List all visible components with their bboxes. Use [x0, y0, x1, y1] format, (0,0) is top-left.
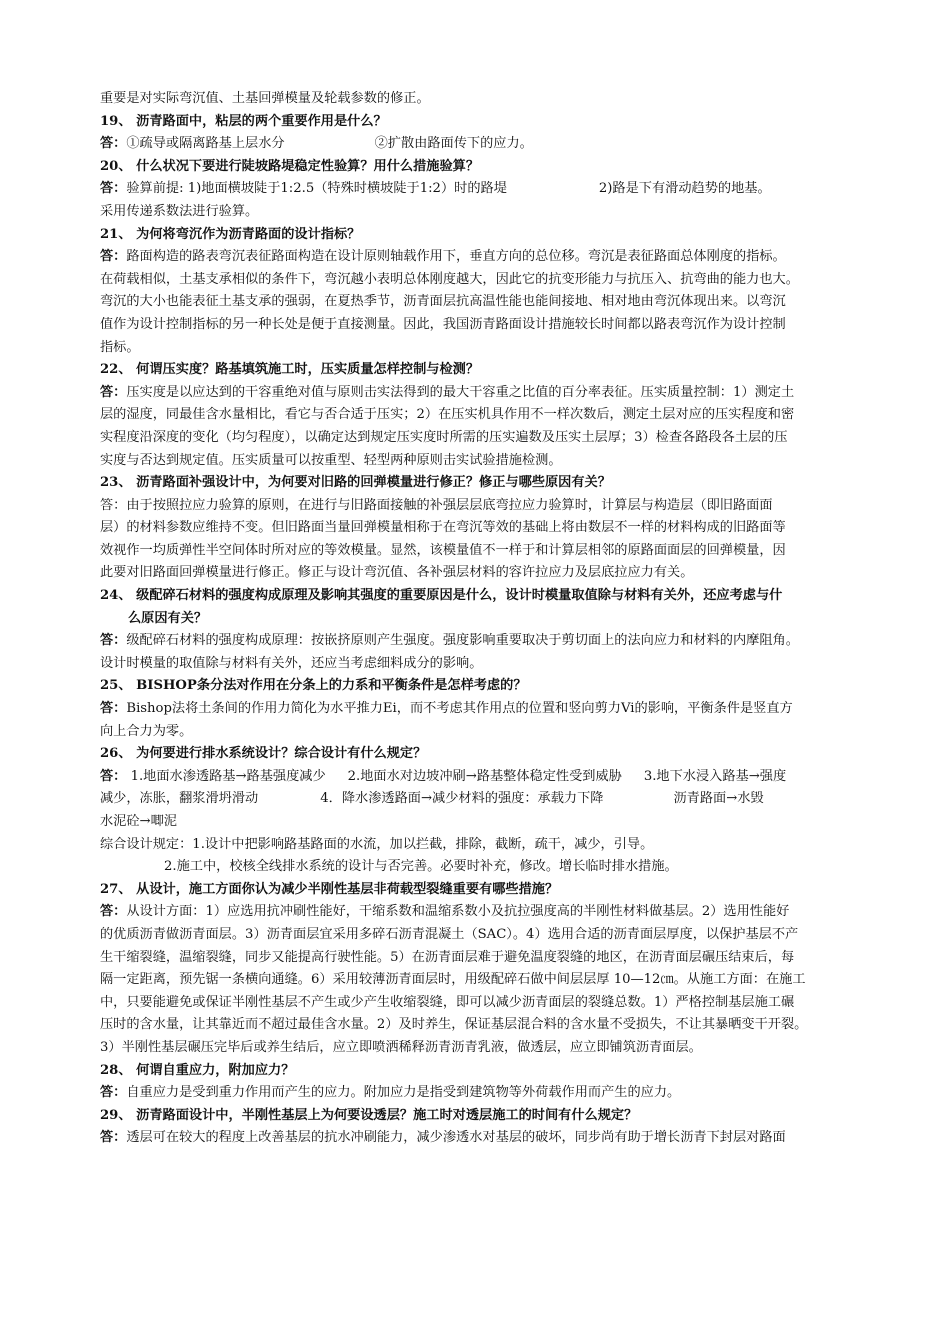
text-line: [100, 1082, 870, 1105]
answer-label: 答：: [100, 633, 127, 649]
question-heading: [100, 472, 870, 495]
text-segment: 中，只要能避免或保证半刚性基层不产生或少产生收缩裂缝，即可以减少沥青面层的裂缝总数。1）严格控制基层施工碾: [100, 994, 795, 1010]
text-line: [100, 1014, 870, 1037]
text-segment: 生干缩裂缝，温缩裂缝，同步又能提高行驶性能。5）在沥青面层难于避免温度裂缝的地区，在沥青面层碾压结束后，每: [100, 949, 795, 965]
text-line: [100, 517, 870, 540]
question-heading: [100, 1105, 870, 1128]
question-text: 25、 BISHOP条分法对作用在分条上的力系和平衡条件是怎样考虑的？: [100, 678, 527, 694]
question-text: 24、 级配碎石材料的强度构成原理及影响其强度的重要原因是什么，设计时模量取值除与材料有关外，还应考虑与什: [100, 588, 783, 604]
answer-label: 答：: [100, 904, 127, 920]
question-text: 29、 沥青路面设计中，半刚性基层上为何要设透层？施工时对透层施工的时间有什么规定？: [100, 1107, 638, 1123]
text-line: [100, 788, 870, 811]
text-segment: 隔一定距离，预先锯一条横向通缝。6）采用较薄沥青面层时，用级配碎石做中间层层厚 10—12㎝。从施工方面：在施工: [100, 972, 806, 988]
text-segment: 效视作一均质弹性半空间体时所对应的等效模量。显然，该模量值不一样于和计算层相邻的原路面面层的回弹模量，因: [100, 542, 786, 558]
text-line: [100, 133, 870, 156]
answer-label: 答：: [100, 768, 127, 784]
text-segment: 向上合力为零。: [100, 723, 193, 739]
answer-label: 答：: [100, 1085, 127, 1101]
text-line: [100, 766, 870, 789]
text-segment: 实程度沿深度的变化（均匀程度），以确定达到规定压实度时所需的压实遍数及压实土层厚；3）检查各路段各土层的压: [100, 429, 788, 445]
text-segment: 3.地下水浸入路基→强度: [643, 768, 787, 784]
text-line: [100, 404, 870, 427]
text-segment: 在荷载相似，土基支承相似的条件下，弯沉越小表明总体刚度越大，因此它的抗变形能力与抗压入、抗弯曲的能力也大。: [100, 271, 799, 287]
text-segment: 值作为设计控制指标的另一种长处是便于直接测量。因此，我国沥青路面设计措施较长时间都以路表弯沉作为设计控制: [100, 316, 786, 332]
text-segment: 4．降水渗透路面→减少材料的强度：承载力下降: [320, 791, 604, 807]
text-segment: 2.地面水对边坡冲刷→路基整体稳定性受到威胁: [347, 768, 622, 784]
text-line: [100, 901, 870, 924]
text-line: [100, 630, 870, 653]
question-text: 21、 为何将弯沉作为沥青路面的设计指标？: [100, 226, 361, 242]
text-line: [100, 88, 870, 111]
text-segment: 透层可在较大的程度上改善基层的抗水冲刷能力，减少渗透水对基层的破坏，同步尚有助于增长沥青下封层对路面: [126, 1130, 786, 1146]
text-segment: 采用传递系数法进行验算。: [100, 203, 259, 219]
text-line: [100, 834, 870, 857]
question-heading: [100, 1060, 870, 1083]
text-segment: 3）半刚性基层碾压完毕后或养生结后，应立即喷洒稀释沥青沥青乳液，做透层，应立即铺筑沥青面层。: [100, 1039, 702, 1055]
question-text: 27、 从设计，施工方面你认为减少半刚性基层非荷载型裂缝重要有哪些措施？: [100, 881, 559, 897]
text-line: [100, 314, 870, 337]
answer-label: 答：: [100, 384, 127, 400]
text-line: [100, 337, 870, 360]
text-segment: 1.地面水渗透路基→路基强度减少: [126, 768, 326, 784]
text-line: [100, 382, 870, 405]
text-line: [100, 246, 870, 269]
answer-label: 答：: [100, 701, 127, 717]
question-heading: [100, 156, 870, 179]
text-segment: 答：由于按照拉应力验算的原则，在进行与旧路面接触的补强层层底弯拉应力验算时，计算层与构造层（即旧路面面: [100, 497, 773, 513]
text-segment: 设计时模量的取值除与材料有关外，还应当考虑细料成分的影响。: [100, 655, 483, 671]
question-text: 19、 沥青路面中，粘层的两个重要作用是什么？: [100, 113, 387, 129]
text-line: [100, 992, 870, 1015]
question-text: 26、 为何要进行排水系统设计？综合设计有什么规定？: [100, 746, 427, 762]
text-segment: Bishop法将土条间的作用力简化为水平推力Ei，而不考虑其作用点的位置和竖向剪力Vi的影响，平衡条件是竖直方: [126, 701, 793, 717]
text-line: [100, 269, 870, 292]
text-segment: 弯沉的大小也能表征土基支承的强弱，在夏热季节，沥青面层抗高温性能也能间接地、相对地由弯沉体现出来。以弯沉: [100, 294, 786, 310]
text-line: [100, 562, 870, 585]
question-heading: [100, 585, 870, 608]
text-segment: ②扩散由路面传下的应力。: [374, 136, 533, 152]
text-segment: 从设计方面：1）应选用抗冲刷性能好，干缩系数和温缩系数小及抗拉强度高的半刚性材料做基层。2）选用性能好: [126, 904, 790, 920]
text-segment: 路面构造的路表弯沉表征路面构造在设计原则轴载作用下，垂直方向的总位移。弯沉是表征路面总体刚度的指标。: [126, 249, 786, 265]
text-segment: 层的湿度，同最佳含水量相比，看它与否合适于压实；2）在压实机具作用不一样次数后，测定土层对应的压实程度和密: [100, 407, 795, 423]
text-segment: 减少，冻胀，翻浆滑坍滑动: [100, 791, 259, 807]
text-segment: 的优质沥青做沥青面层。3）沥青面层宜采用多碎石沥青混凝土（SAC）。4）选用合适的沥青面层厚度，以保护基层不产: [100, 926, 799, 942]
text-line: [100, 450, 870, 473]
text-segment: 自重应力是受到重力作用而产生的应力。附加应力是指受到建筑物等外荷载作用而产生的应力。: [126, 1085, 681, 1101]
text-segment: 指标。: [100, 339, 140, 355]
text-line: [100, 495, 870, 518]
text-line: [100, 856, 870, 879]
text-segment: 压时的含水量，让其靠近而不超过最佳含水量。2）及时养生，保证基层混合料的含水量不受损失，不让其暴晒变干开裂。: [100, 1017, 808, 1033]
text-segment: 层）的材料参数应维持不变。但旧路面当量回弹模量相称于在弯沉等效的基础上将由数层不一样的材料构成的旧路面等: [100, 520, 786, 536]
question-heading: [100, 675, 870, 698]
question-text: 20、 什么状况下要进行陡坡路堤稳定性验算？用什么措施验算？: [100, 158, 480, 174]
text-segment: ①疏导或隔离路基上层水分: [126, 136, 285, 152]
text-line: [100, 427, 870, 450]
question-heading: [100, 111, 870, 134]
answer-label: 答：: [100, 1130, 127, 1146]
text-segment: 综合设计规定：1.设计中把影响路基路面的水流，加以拦截，排除，截断，疏干，减少，引导。: [100, 836, 654, 852]
text-line: [100, 201, 870, 224]
text-segment: 压实度是以应达到的干容重绝对值与原则击实法得到的最大干容重之比值的百分率表征。压实质量控制：1）测定土: [126, 384, 795, 400]
document-page: [100, 88, 870, 1150]
text-line: [100, 721, 870, 744]
text-line: [100, 653, 870, 676]
text-segment: 验算前提: 1)地面横坡陡于1:2.5（特殊时横坡陡于1:2）时的路堤: [126, 181, 507, 197]
question-text: 22、 何谓压实度？路基填筑施工时，压实质量怎样控制与检测？: [100, 362, 480, 378]
text-segment: 2)路是下有滑动趋势的地基。: [598, 181, 771, 197]
text-line: [100, 924, 870, 947]
question-heading: [100, 608, 870, 631]
text-line: [100, 698, 870, 721]
text-line: [100, 969, 870, 992]
text-segment: 2.施工中，校核全线排水系统的设计与否完善。必要时补充，修改。增长临时排水措施。: [164, 859, 678, 875]
text-segment: 实度与否达到规定值。压实质量可以按重型、轻型两种原则击实试验措施检测。: [100, 452, 562, 468]
question-text: 23、 沥青路面补强设计中，为何要对旧路的回弹模量进行修正？修正与哪些原因有关？: [100, 475, 611, 491]
text-segment: 水泥砼→唧泥: [100, 814, 177, 829]
question-heading: [100, 743, 870, 766]
answer-label: 答：: [100, 181, 127, 197]
question-text: 28、 何谓自重应力，附加应力？: [100, 1062, 295, 1078]
question-heading: [100, 359, 870, 382]
text-line: [100, 947, 870, 970]
text-line: [100, 1127, 870, 1150]
answer-label: 答：: [100, 249, 127, 265]
text-segment: 重要是对实际弯沉值、土基回弹模量及轮载参数的修正。: [100, 91, 430, 106]
text-segment: 沥青路面→水毁: [673, 791, 764, 807]
text-line: [100, 811, 870, 834]
question-heading: [100, 224, 870, 247]
answer-label: 答：: [100, 136, 127, 152]
text-line: [100, 291, 870, 314]
text-segment: 级配碎石材料的强度构成原理：按嵌挤原则产生强度。强度影响重要取决于剪切面上的法向应力和材料的内摩阻角。: [126, 633, 799, 649]
question-text: 么原因有关？: [128, 610, 208, 626]
text-line: [100, 540, 870, 563]
text-line: [100, 1037, 870, 1060]
text-segment: 此要对旧路面回弹模量进行修正。修正与设计弯沉值、各补强层材料的容许拉应力及层底拉应力有关。: [100, 565, 694, 581]
text-line: [100, 178, 870, 201]
question-heading: [100, 879, 870, 902]
